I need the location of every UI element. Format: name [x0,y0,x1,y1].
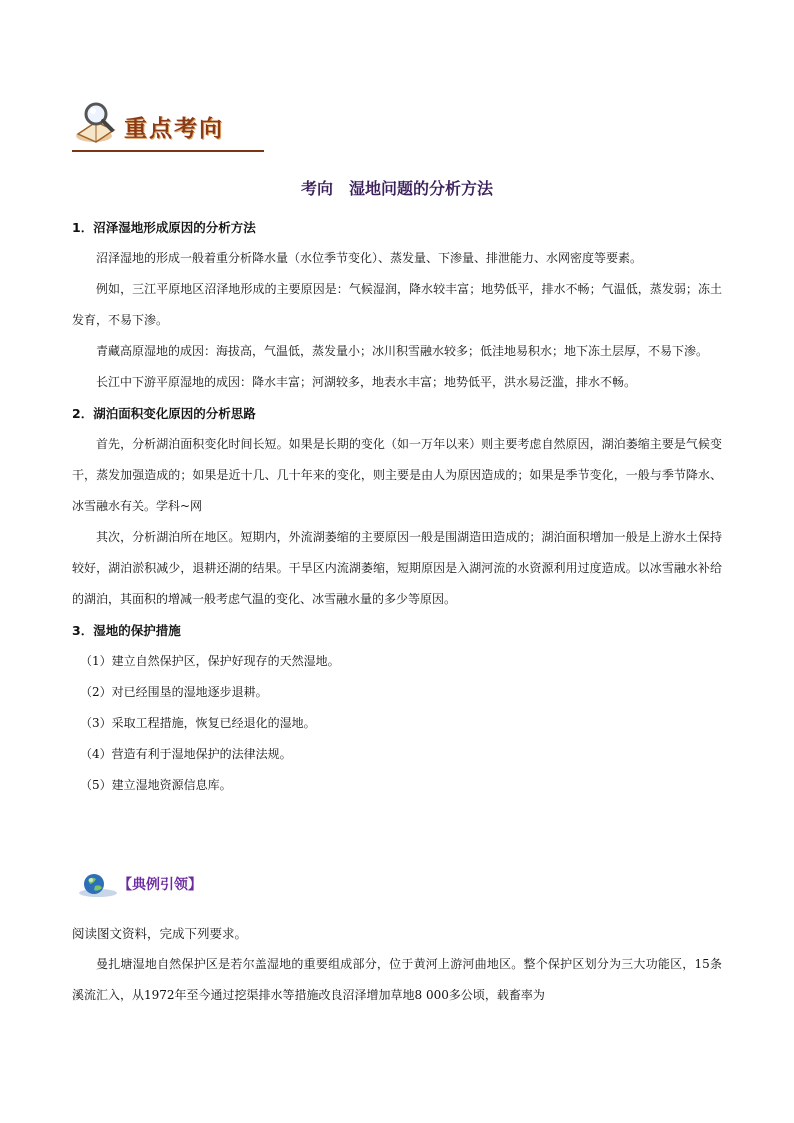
divider [72,150,264,152]
magnifier-book-icon [72,100,124,148]
paragraph: 曼扎塘湿地自然保护区是若尔盖湿地的重要组成部分，位于黄河上游河曲地区。整个保护区划分为三大功能区，15条溪流汇入，从1972年至今通过挖渠排水等措施改良沼泽增加草地8 000多公顷，载畜率为 [72,957,722,1002]
list-item: （2）对已经围垦的湿地逐步退耕。 [80,685,268,699]
paragraph: 其次，分析湖泊所在地区。短期内，外流湖萎缩的主要原因一般是围湖造田造成的；湖泊面积增加一般是上游水土保持较好，湖泊淤积减少，退耕还湖的结果。干旱区内流湖萎缩，短期原因是入湖河流的水资源利用过度造成。以冰雪融水补给的湖泊，其面积的增减一般考虑气温的变化、冰雪融水量的多少等原因。 [72,530,722,606]
example-body [72,918,722,1011]
section-heading-1: 1．沼泽湿地形成原因的分析方法 [72,220,256,235]
paragraph: 沼泽湿地的形成一般着重分析降水量（水位季节变化）、蒸发量、下渗量、排泄能力、水网密度等要素。 [96,251,643,265]
page-title [0,176,794,199]
section-heading-3: 3．湿地的保护措施 [72,623,181,638]
article-body [72,212,722,801]
list-item: （1）建立自然保护区，保护好现存的天然湿地。 [80,654,340,668]
list-item: （4）营造有利于湿地保护的法律法规。 [80,747,292,761]
globe-icon [78,872,118,898]
page-title-text: 湿地问题的分析方法 [349,179,494,198]
section-banner-title: 重点考向 [124,116,224,142]
section-heading-2: 2．湖泊面积变化原因的分析思路 [72,406,256,421]
example-label: 【典例引领】 [118,877,202,893]
paragraph: 长江中下游平原湿地的成因：降水丰富；河湖较多，地表水丰富；地势低平，洪水易泛滥，排水不畅。 [96,375,637,389]
list-item: （5）建立湿地资源信息库。 [80,778,232,792]
section-banner [72,100,264,152]
list-item: （3）采取工程措施，恢复已经退化的湿地。 [80,716,316,730]
paragraph: 例如，三江平原地区沼泽地形成的主要原因是：气候湿润，降水较丰富；地势低平，排水不畅；气温低，蒸发弱；冻土发育，不易下渗。 [72,282,722,327]
instruction: 阅读图文资料，完成下列要求。 [72,926,248,941]
page-title-label: 考向 [300,179,333,198]
example-banner [78,870,258,900]
paragraph: 青藏高原湿地的成因：海拔高，气温低，蒸发量小；冰川积雪融水较多；低洼地易积水；地下冻土层厚，不易下渗。 [96,344,709,358]
paragraph: 首先，分析湖泊面积变化时间长短。如果是长期的变化（如一万年以来）则主要考虑自然原因，湖泊萎缩主要是气候变干，蒸发加强造成的；如果是近十几、几十年来的变化，则主要是由人为原因造成的；如果是季节变化，一般与季节降水、冰雪融水有关。学科~网 [72,437,722,513]
